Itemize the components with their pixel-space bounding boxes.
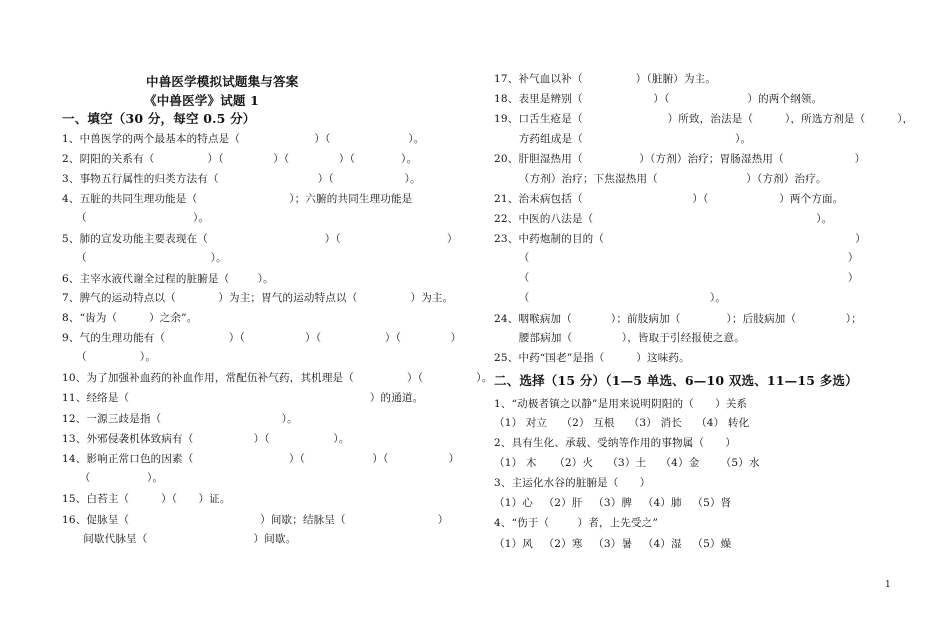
question-line: 腰部病加（ ），皆取于引经报使之意。 [494,332,745,344]
question-line: 8、“齿为（ ）之余”。 [62,312,198,324]
question-line: 19、口舌生疮是（ ）所致，治法是（ ），所选方剂是（ ）， [494,113,914,125]
choice-line: 4、“伤于（ ）者，上先受之” [494,517,659,529]
question-line: 1、中兽医学的两个最基本的特点是（ ）（ ）。 [62,133,425,145]
question-line: 17、补气血以补（ ）（脏腑）为主。 [494,73,717,85]
question-line: 20、肝胆湿热用（ ）（方剂）治疗；胃肠湿热用（ ） [494,153,866,165]
choice-line: 3、主运化水谷的脏腑是（ ） [494,477,651,489]
choice-line: 2、具有生化、承载、受纳等作用的事物属（ ） [494,437,737,449]
question-line: （ ）。 [62,351,157,363]
choice-line: （1） 对立 （2） 互根 （3） 消长 （4） 转化 [494,417,750,429]
question-line: 11、经络是（ ）的通道。 [62,392,424,404]
question-line: （ ）。 [62,252,227,264]
exam-subtitle: 《中兽医学》试题 1 [144,93,260,108]
question-line: 16、促脉呈（ ）间歇；结脉呈（ ） [62,514,449,526]
question-line: （ ）。 [62,472,164,484]
question-line: （ ）。 [494,292,727,304]
section-choice-heading: 二、选择（15 分）（1—5 单选、6—10 双选、11—15 多选） [494,373,858,388]
question-line: 14、影响正常口色的因素（ ）（ ）（ ） [62,453,460,465]
question-line: 25、中药“国老”是指（ ）这味药。 [494,352,690,364]
question-line: 方药组成是（ ）。 [494,133,752,145]
question-line: 6、主宰水液代谢全过程的脏腑是（ ）。 [62,273,274,285]
question-line: 21、治未病包括（ ）（ ）两个方面。 [494,193,844,205]
question-line: 5、肺的宣发功能主要表现在（ ）（ ） [62,233,458,245]
question-line: 9、气的生理功能有（ ）（ ）（ ）（ ） [62,332,462,344]
section-fill-blank-heading: 一、填空（30 分，每空 0.5 分） [62,111,256,126]
question-line: 2、阴阳的关系有（ ）（ ）（ ）（ ）。 [62,153,418,165]
question-line: 18、表里是辨别（ ）（ ）的两个纲领。 [494,93,823,105]
question-line: 23、中药炮制的目的（ ） [494,233,866,245]
choice-line: （1）风 （2）寒 （3）暑 （4）湿 （5）燥 [494,538,732,550]
choice-line: （1）心 （2）肝 （3）脾 （4）肺 （5）肾 [494,497,732,509]
document-title: 中兽医学模拟试题集与答案 [146,74,299,89]
page-number: 1 [885,580,891,590]
question-line: 22、中医的八法是（ ）。 [494,213,833,225]
question-line: 12、一源三歧是指（ ）。 [62,413,298,425]
question-line: 间歇代脉呈（ ）间歇。 [62,533,297,545]
question-line: 3、事物五行属性的归类方法有（ ）（ ）。 [62,173,421,185]
question-line: （ ） [494,252,859,264]
choice-line: （1） 木 （2）火 （3）土 （4）金 （5）水 [494,457,760,469]
question-line: 24、咽喉病加（ ）；前肢病加（ ）；后肢病加（ ）； [494,313,862,325]
question-line: （方剂）治疗；下焦湿热用（ ）（方剂）治疗。 [494,173,827,185]
question-line: （ ） [494,272,859,284]
question-line: （ ）。 [62,212,210,224]
choice-line: 1、“动极者镇之以静”是用来说明阴阳的（ ）关系 [494,398,748,410]
question-line: 10、为了加强补血药的补血作用，常配伍补气药，其机理是（ ）（ ）。 [62,372,493,384]
question-line: 15、白苔主（ ）（ ）证。 [62,493,231,505]
question-line: 13、外邪侵袭机体致病有（ ）（ ）。 [62,433,350,445]
question-line: 4、五脏的共同生理功能是（ ）；六腑的共同生理功能是 [62,193,413,205]
question-line: 7、脾气的运动特点以（ ）为主；胃气的运动特点以（ ）为主。 [62,292,454,304]
